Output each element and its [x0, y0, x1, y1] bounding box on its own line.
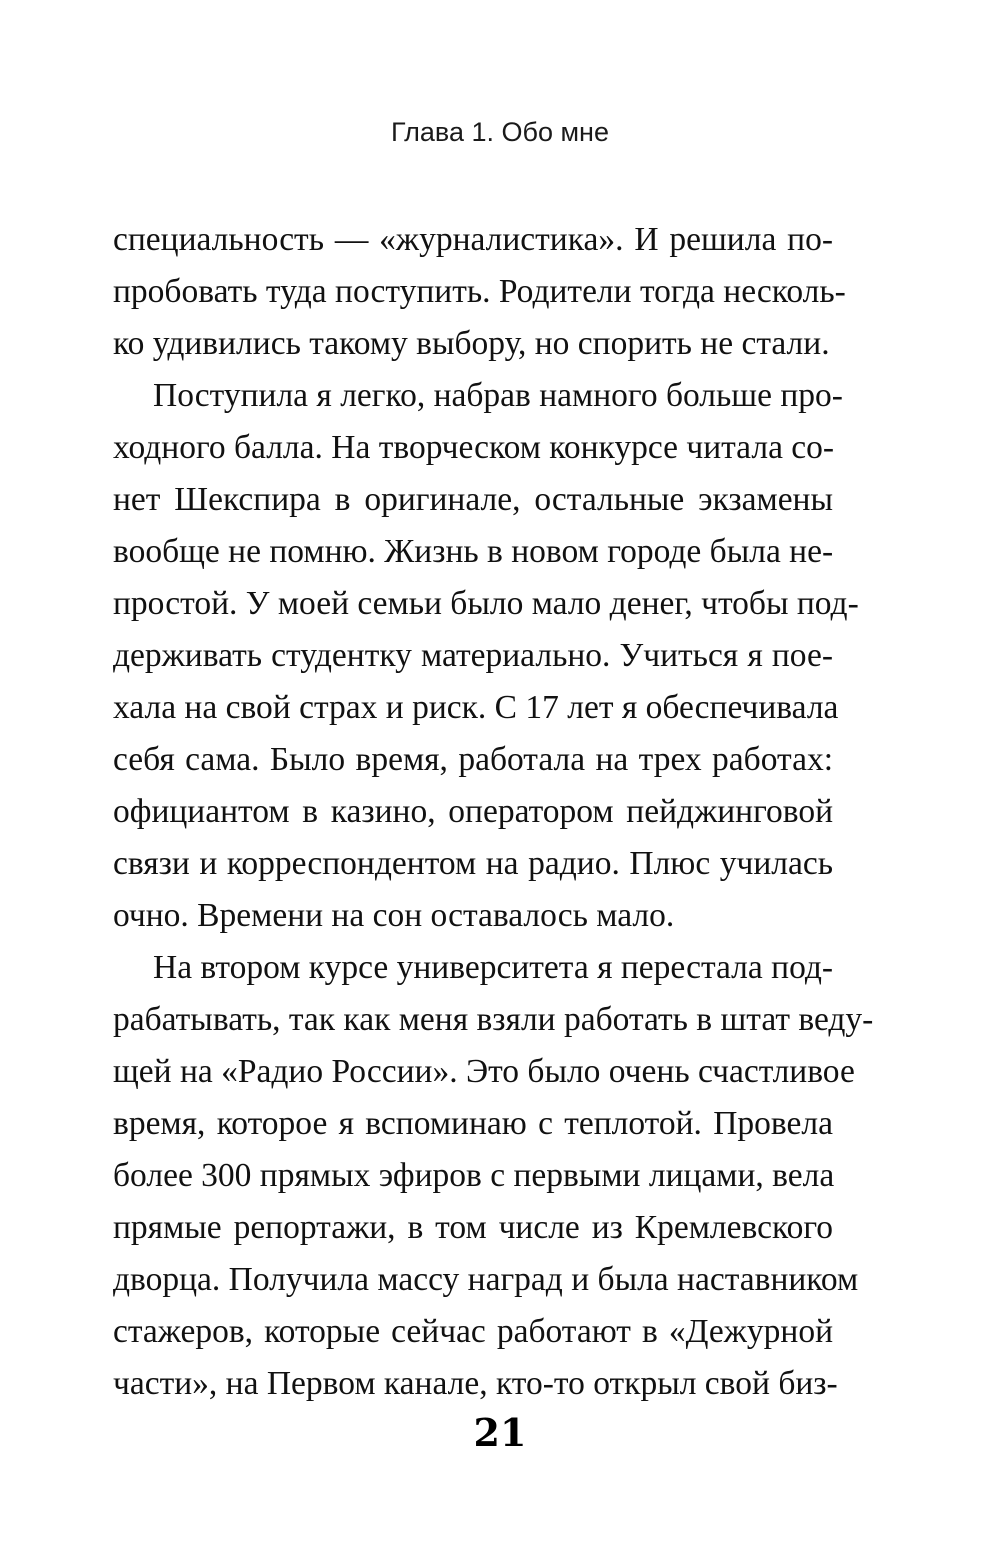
- running-head: Глава 1. Обо мне: [391, 117, 609, 147]
- text-line: На втором курсе университета я перестала под-: [153, 949, 834, 986]
- text-line: дворца. Получила массу наград и была наставником: [113, 1261, 859, 1298]
- text-line: очно. Времени на сон оставалось мало.: [113, 897, 675, 934]
- text-line: себя сама. Было время, работала на трех работах:: [113, 741, 833, 778]
- text-line: более 300 прямых эфиров с первыми лицами, вела: [113, 1157, 835, 1194]
- page-number: 21: [473, 1410, 527, 1455]
- text-line: вообще не помню. Жизнь в новом городе была не-: [113, 533, 834, 570]
- text-line: пробовать туда поступить. Родители тогда несколь-: [113, 273, 846, 310]
- text-line: ко удивились такому выбору, но спорить не стали.: [113, 325, 830, 362]
- text-line: специальность — «журналистика». И решила по-: [113, 221, 833, 258]
- text-line: время, которое я вспоминаю с теплотой. Провела: [113, 1105, 833, 1142]
- text-line: связи и корреспондентом на радио. Плюс училась: [113, 845, 833, 882]
- text-line: ходного балла. На творческом конкурсе читала со-: [113, 429, 835, 466]
- text-line: держивать студентку материально. Учиться я пое-: [113, 637, 833, 674]
- text-line: рабатывать, так как меня взяли работать в штат веду-: [113, 1001, 874, 1038]
- text-line: Поступила я легко, набрав намного больше про-: [153, 377, 843, 414]
- text-line: щей на «Радио России». Это было очень счастливое: [113, 1053, 855, 1090]
- body-text: [113, 214, 874, 1410]
- text-line: простой. У моей семьи было мало денег, чтобы под-: [113, 585, 859, 622]
- text-line: прямые репортажи, в том числе из Кремлевского: [113, 1209, 833, 1246]
- text-line: официантом в казино, оператором пейджинговой: [113, 793, 833, 830]
- text-line: нет Шекспира в оригинале, остальные экзамены: [113, 481, 833, 518]
- text-line: стажеров, которые сейчас работают в «Дежурной: [113, 1313, 833, 1350]
- text-line: хала на свой страх и риск. С 17 лет я обеспечивала: [113, 689, 839, 726]
- text-line: части», на Первом канале, кто-то открыл свой биз-: [113, 1365, 838, 1402]
